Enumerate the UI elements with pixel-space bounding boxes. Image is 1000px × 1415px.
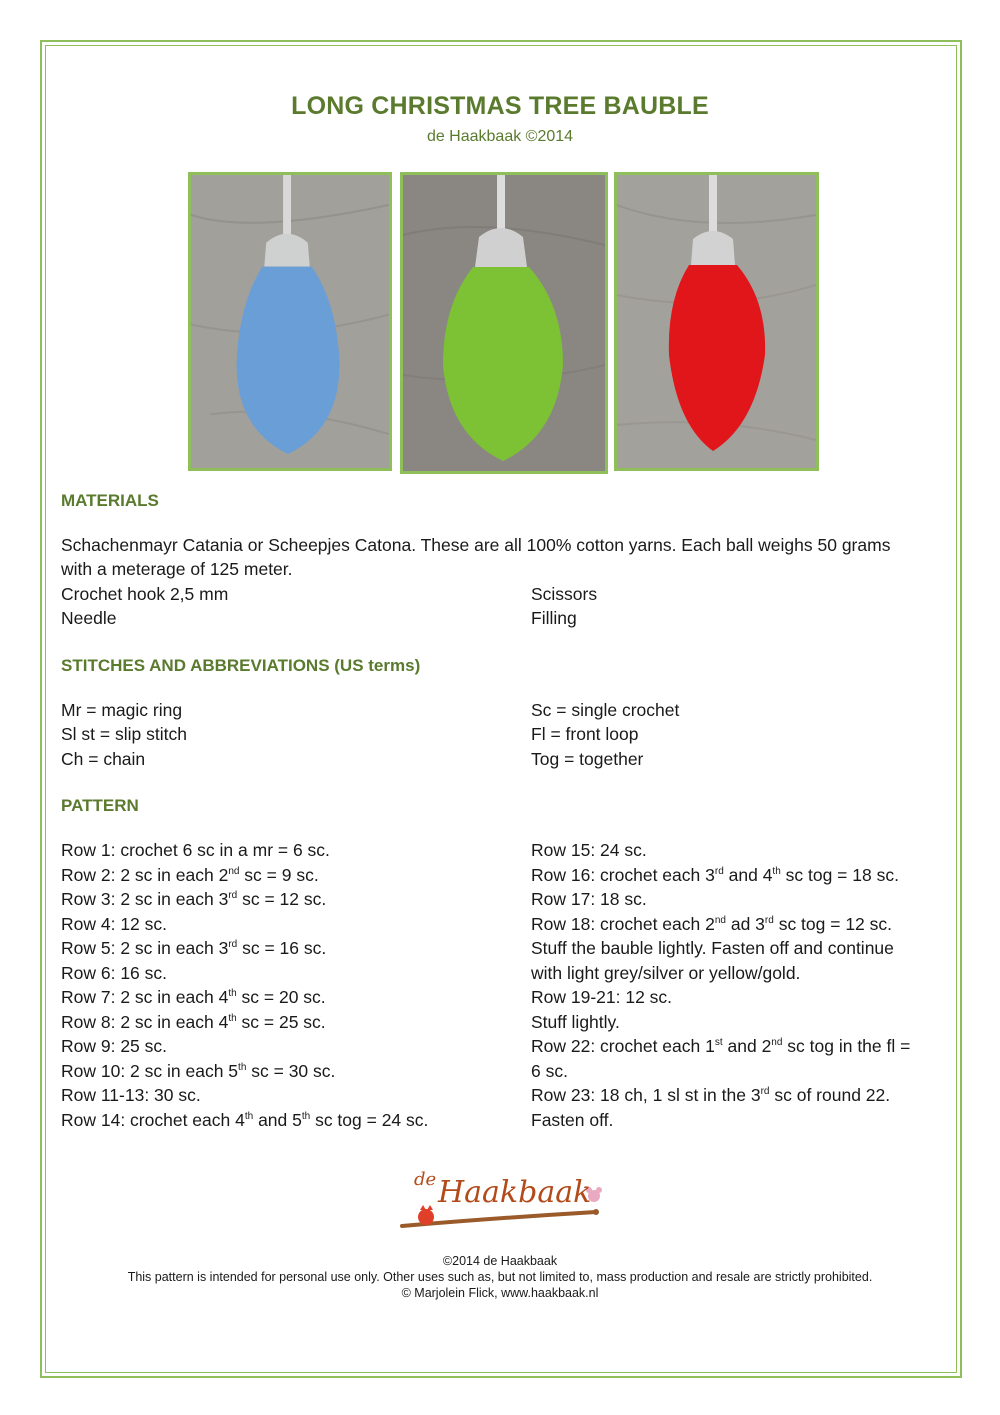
pattern-row-text: Row 11-13: 30 sc. [61, 1085, 201, 1105]
pattern-row-text: ad 3 [725, 913, 765, 934]
abbreviation-item: Fl = front loop [531, 724, 639, 744]
pattern-row-text: Row 17: 18 sc. [531, 889, 647, 909]
pattern-row-text: Row 8: 2 sc in each 4 [61, 1011, 229, 1032]
pattern-row-right [531, 985, 672, 1010]
ordinal-suffix: nd [228, 865, 240, 877]
ordinal-suffix: th [238, 1061, 247, 1073]
pattern-row-left [61, 1034, 167, 1059]
pattern-row-right [531, 1083, 890, 1108]
pattern-row-left [61, 887, 326, 912]
pattern-row-text: Row 10: 2 sc in each 5 [61, 1060, 239, 1081]
pattern-row-text: Stuff the bauble lightly. Fasten off and continue [531, 938, 894, 958]
footer-copyright: ©2014 de Haakbaak [442, 1254, 558, 1268]
pattern-row-text: sc of round 22. [769, 1085, 891, 1105]
material-item: Filling [531, 608, 577, 628]
pattern-row-right [531, 1010, 620, 1035]
pattern-row-text: sc = 20 sc. [236, 987, 326, 1007]
pattern-row-text: Row 5: 2 sc in each 3 [61, 938, 229, 958]
ordinal-suffix: th [228, 1012, 237, 1024]
abbreviation-item: Tog = together [531, 749, 644, 769]
pattern-row-text: Row 1: crochet 6 sc in a mr = 6 sc. [61, 840, 330, 860]
pattern-row-text: and 2 [722, 1036, 772, 1056]
abbreviation-item: Ch = chain [61, 749, 146, 769]
pattern-row-text: sc = 9 sc. [239, 864, 319, 885]
ordinal-suffix: rd [764, 914, 774, 926]
pattern-row-text: sc = 30 sc. [246, 1060, 336, 1081]
pattern-row-left [61, 936, 326, 961]
pattern-row-left [61, 912, 167, 937]
haakbaak-logo [396, 1160, 612, 1238]
pattern-row-left [61, 1059, 335, 1084]
pattern-row-text: sc = 16 sc. [237, 938, 327, 958]
pattern-row-text: Row 19-21: 12 sc. [531, 987, 673, 1007]
ordinal-suffix: st [714, 1037, 723, 1048]
pattern-row-text: Row 16: crochet each 3 [531, 864, 715, 885]
pattern-row-left [61, 838, 330, 863]
pattern-row-text: Fasten off. [531, 1109, 614, 1130]
materials-heading: MATERIALS [61, 491, 159, 510]
materials-intro-line-2: with a meterage of 125 meter. [61, 559, 293, 579]
pattern-row-right [531, 1034, 910, 1059]
pattern-row-text: sc tog = 12 sc. [773, 913, 893, 934]
materials-intro-line-1: Schachenmayr Catania or Scheepjes Catona. These are all 100% cotton yarns. Each ball weighs 50 grams [61, 535, 891, 555]
pattern-row-right [531, 912, 892, 937]
pattern-row-right [531, 887, 647, 912]
pattern-row-right [531, 1059, 568, 1084]
pattern-row-text: Stuff lightly. [531, 1011, 620, 1032]
pattern-row-text: sc = 12 sc. [237, 889, 327, 909]
ordinal-suffix: rd [228, 890, 238, 901]
pattern-row-right [531, 838, 647, 863]
photo-green-bauble [400, 172, 608, 474]
ordinal-suffix: nd [714, 914, 726, 926]
pattern-row-left [61, 1083, 201, 1108]
pattern-row-text: Row 4: 12 sc. [61, 913, 168, 934]
pattern-row-right [531, 936, 894, 961]
ordinal-suffix: th [301, 1110, 311, 1122]
pattern-row-left [61, 863, 319, 888]
pattern-row-text: Row 23: 18 ch, 1 sl st in the 3 [531, 1085, 761, 1105]
pattern-row-text: sc tog = 24 sc. [310, 1109, 429, 1130]
pattern-row-text: 6 sc. [531, 1060, 568, 1081]
material-item: Needle [61, 608, 117, 628]
pattern-row-text: Row 7: 2 sc in each 4 [61, 987, 229, 1007]
material-item: Crochet hook 2,5 mm [61, 584, 229, 604]
pattern-row-left [61, 961, 167, 986]
pattern-row-text: and 5 [253, 1109, 302, 1130]
abbreviation-item: Mr = magic ring [61, 700, 183, 720]
pattern-row-right [531, 961, 800, 986]
photo-red-bauble [614, 172, 819, 471]
pattern-row-text: Row 15: 24 sc. [531, 840, 647, 860]
pattern-row-text: with light grey/silver or yellow/gold. [531, 962, 801, 983]
pattern-heading: PATTERN [61, 796, 139, 815]
pattern-row-right [531, 1108, 613, 1133]
pattern-row-text: and 4 [723, 864, 773, 885]
ordinal-suffix: rd [760, 1086, 770, 1097]
pattern-row-text: sc tog = 18 sc. [780, 864, 899, 885]
pattern-row-text: Row 14: crochet each 4 [61, 1109, 245, 1130]
pattern-row-text: Row 9: 25 sc. [61, 1036, 168, 1056]
pattern-row-left [61, 985, 326, 1010]
pattern-row-right [531, 863, 899, 888]
ordinal-suffix: rd [714, 865, 724, 877]
pattern-row-left [61, 1108, 428, 1133]
pattern-row-text: sc tog in the fl = [782, 1036, 911, 1056]
logo-prefix-text: de [414, 1169, 437, 1190]
page-subtitle: de Haakbaak ©2014 [426, 128, 574, 145]
ordinal-suffix: th [244, 1110, 254, 1122]
abbreviation-item: Sc = single crochet [531, 700, 680, 720]
ordinal-suffix: th [772, 865, 781, 877]
logo-name-text: Haakbaak [438, 1175, 592, 1210]
pattern-row-text: sc = 25 sc. [236, 1011, 326, 1032]
ordinal-suffix: nd [771, 1037, 783, 1048]
pattern-row-text: Row 6: 16 sc. [61, 962, 168, 983]
footer-usage-notice: This pattern is intended for personal use only. Other uses such as, but not limited to, mass production and resale are strictly prohibited. [127, 1270, 873, 1284]
photo-blue-bauble [188, 172, 392, 471]
pattern-row-text: Row 22: crochet each 1 [531, 1036, 715, 1056]
ordinal-suffix: th [228, 988, 237, 999]
pattern-row-left [61, 1010, 326, 1035]
abbreviation-item: Sl st = slip stitch [61, 724, 187, 744]
pattern-row-text: Row 18: crochet each 2 [531, 913, 715, 934]
stitches-heading: STITCHES AND ABBREVIATIONS (US terms) [61, 656, 421, 675]
material-item: Scissors [531, 584, 598, 604]
page-title: LONG CHRISTMAS TREE BAUBLE [291, 92, 709, 120]
pattern-row-text: Row 3: 2 sc in each 3 [61, 889, 229, 909]
pattern-row-text: Row 2: 2 sc in each 2 [61, 864, 229, 885]
ordinal-suffix: rd [228, 939, 238, 950]
footer-author-link: © Marjolein Flick, www.haakbaak.nl [401, 1286, 599, 1300]
